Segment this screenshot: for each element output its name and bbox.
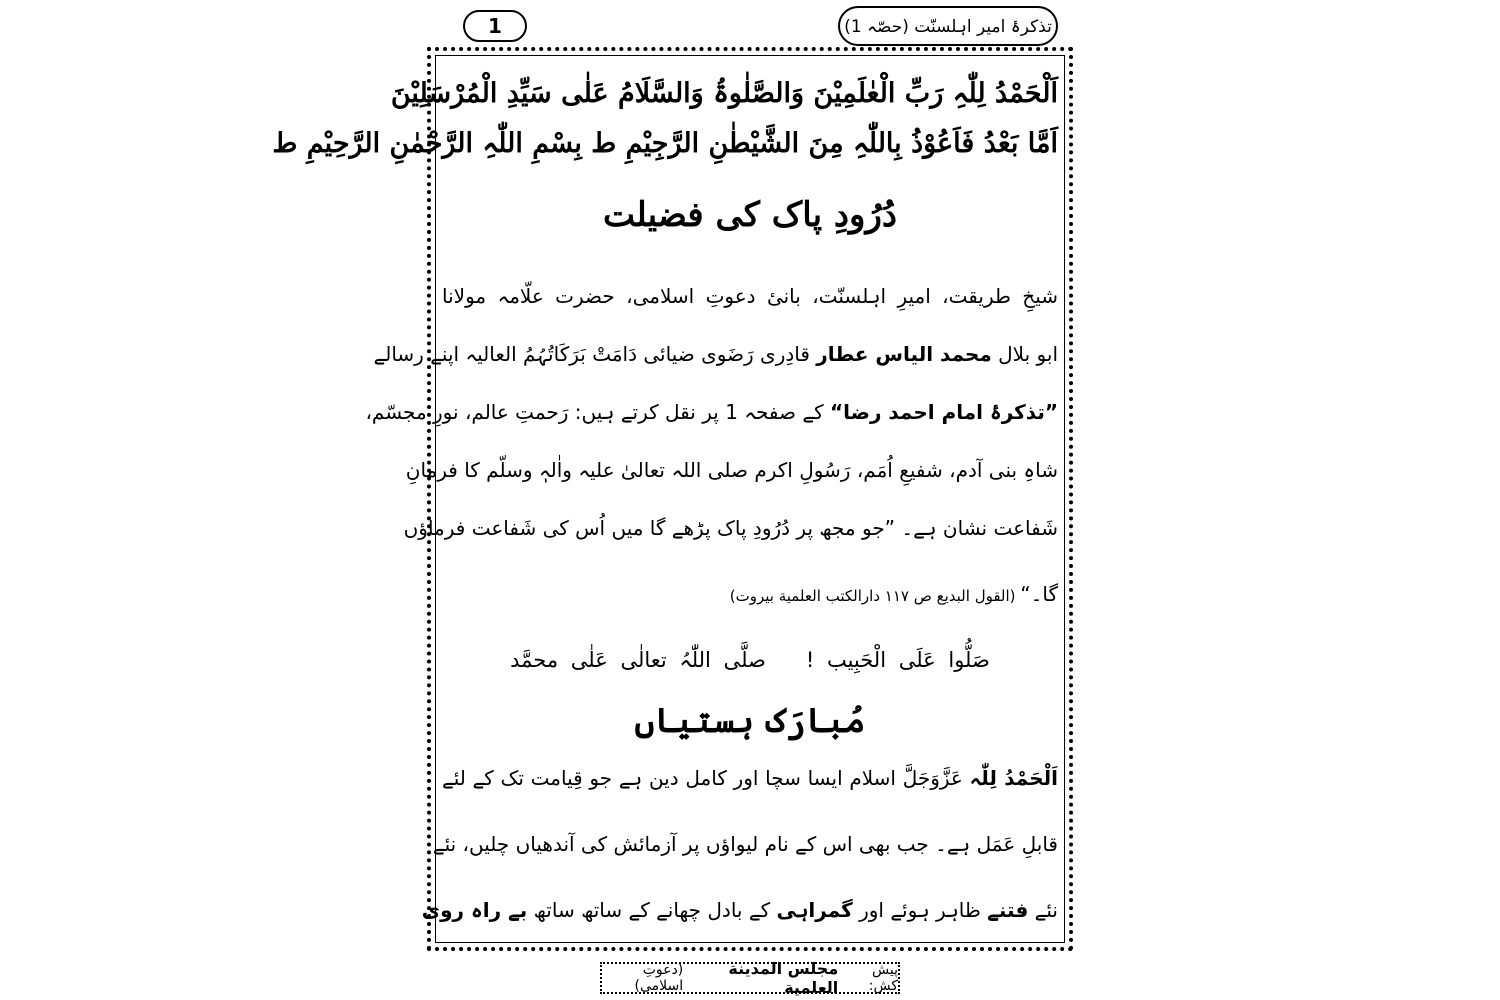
text-run: ظاہر ہوئے اور [852, 898, 988, 922]
paragraph-line: شیخِ طریقت، امیرِ اہلسنّت، بانیٔ دعوتِ اسلامی، حضرت علّامہ مولانا [442, 284, 1058, 308]
text-run: کے بادل چھانے کے ساتھ ساتھ [527, 898, 777, 922]
citation: (القول البدیع ص ۱۱۷ دارالکتب العلمیة بیروت) [729, 587, 1016, 605]
text-run: گا۔“ [1020, 582, 1058, 606]
text-run: بے راہ روی [421, 898, 528, 922]
text-run: ابو بلال [991, 342, 1058, 366]
text-run: کے صفحہ 1 پر نقل کرتے ہیں: رَحمتِ عالم، نورِ مجسّم، [365, 400, 830, 424]
footer-credit [600, 959, 900, 997]
salawat-call: صَلُّوا عَلَی الْحَبِیب ! [805, 648, 990, 672]
footer-presenter: پیش کش: [868, 962, 898, 994]
book-reference: ”تذکرۂ امام احمد رضا“ [829, 400, 1058, 424]
footer-sub: (دعوتِ اسلامی) [634, 962, 684, 994]
paragraph-line [442, 766, 1058, 790]
text-run: فتنے [987, 898, 1029, 922]
citation-line [442, 582, 1058, 606]
section-heading-mubarak: مُبارَک ہستیاں [634, 701, 866, 741]
page-content [272, 60, 1058, 940]
opening-line-2: اَمَّا بَعْدُ فَاَعُوْذُ بِاللّٰہِ مِنَ الشَّیْطٰنِ الرَّجِیْمِ ط بِسْمِ اللّٰہِ الرَّحْمٰنِ الرَّحِیْمِ ط [272, 128, 1058, 159]
paragraph-line: شاہِ بنی آدم، شفیعِ اُمَم، رَسُولِ اکرم صلی اللہ تعالیٰ علیہ واٰلہٖ وسلّم کا فرمانِ [405, 458, 1058, 482]
text-run: گمراہی [776, 898, 853, 922]
text-run: قادِری رَضَوی ضیائی دَامَتْ بَرَکَاتُہُمُ العالیہ اپنے رسالے [373, 342, 817, 366]
paragraph-line [373, 342, 1058, 366]
text-run: اَلْحَمْدُ لِلّٰہ [969, 766, 1058, 790]
paragraph-line [421, 898, 1058, 922]
text-run: عَزَّوَجَلَّ اسلام ایسا سچا اور کامل دین ہے جو قِیامت تک کے لئے [442, 766, 970, 790]
page-number: 1 [463, 10, 527, 42]
salawat-response: صلَّی اللّٰہُ تعالٰی عَلٰی محمَّد [510, 648, 766, 672]
paragraph-line: قابلِ عَمَل ہے۔ جب بھی اس کے نام لیواؤں پر آزمائش کی آندھیاں چلیں، نئے [432, 832, 1058, 856]
opening-line-1: اَلْحَمْدُ لِلّٰہِ رَبِّ الْعٰلَمِیْنَ وَالصَّلٰوۃُ وَالسَّلَامُ عَلٰی سَیِّدِ الْمُرْسَلِیْنَ [390, 78, 1058, 109]
section-heading-durood: دُرُودِ پاک کی فضیلت [602, 195, 898, 235]
book-title: تذکرۂ امیر اہلسنّت (حصّہ 1) [838, 6, 1058, 46]
author-name: محمد الیاس عطار [816, 342, 992, 366]
text-run: نئے [1028, 898, 1058, 922]
salawat-line [442, 648, 1058, 672]
paragraph-line [365, 400, 1058, 424]
paragraph-line: شَفاعت نشان ہے۔ ”جو مجھ پر دُرُودِ پاک پڑھے گا میں اُس کی شَفاعت فرماؤں [403, 516, 1058, 540]
footer-organization: مجلس المدینة العلمیة [728, 959, 839, 997]
